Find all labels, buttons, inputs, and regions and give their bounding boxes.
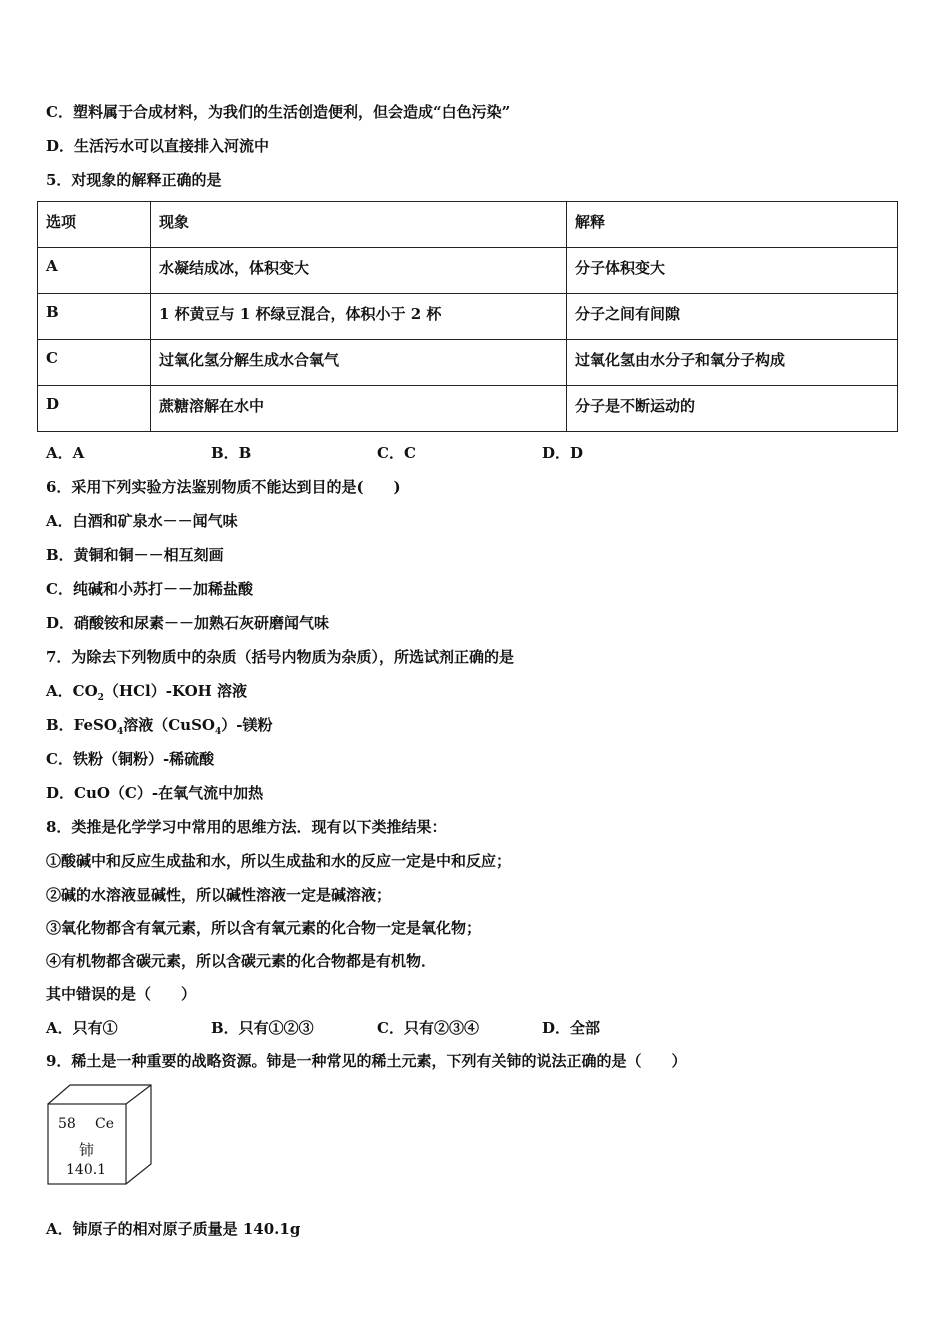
q6-option-d: D．硝酸铵和尿素－－加熟石灰研磨闻气味: [46, 614, 330, 632]
q7-b-subscript-2: 4: [214, 727, 222, 737]
q6-option-c: C．纯碱和小苏打－－加稀盐酸: [46, 580, 253, 598]
q5-table: [37, 201, 898, 432]
q8-statement-2: ②碱的水溶液显碱性，所以碱性溶液一定是碱溶液；: [46, 886, 392, 904]
table-cell: 水凝结成冰，体积变大: [151, 248, 567, 294]
q9-stem: 9．稀土是一种重要的战略资源。铈是一种常见的稀土元素，下列有关铈的说法正确的是（ ）: [46, 1052, 687, 1070]
table-cell: 分子是不断运动的: [567, 386, 898, 432]
q7-stem: 7．为除去下列物质中的杂质（括号内物质为杂质），所选试剂正确的是: [46, 648, 514, 666]
table-header-cell: 解释: [567, 202, 898, 248]
table-cell: 过氧化氢由水分子和氧分子构成: [567, 340, 898, 386]
q8-statement-3: ③氧化物都含有氧元素，所以含有氧元素的化合物一定是氧化物；: [46, 919, 482, 937]
element-cell: [47, 1084, 153, 1186]
q8-option-d: D．全部: [542, 1019, 601, 1037]
q6-stem: 6．采用下列实验方法鉴别物质不能达到目的是( ): [46, 478, 401, 496]
q7-a-subscript: 2: [97, 693, 104, 703]
table-row: [38, 386, 898, 432]
q7-option-a: [46, 681, 247, 701]
table-cell: 分子之间有间隙: [567, 294, 898, 340]
table-header-row: [38, 202, 898, 248]
table-cell: D: [38, 386, 151, 432]
table-row: [38, 248, 898, 294]
table-header-cell: 选项: [38, 202, 151, 248]
table-cell: A: [38, 248, 151, 294]
q7-a-text: A．CO: [46, 682, 98, 700]
q6-option-b: B．黄铜和铜－－相互刻画: [46, 546, 224, 564]
q8-ask: 其中错误的是（ ）: [46, 985, 197, 1003]
q5-option-b: B．B: [211, 444, 252, 462]
q8-statement-1: ①酸碱中和反应生成盐和水，所以生成盐和水的反应一定是中和反应；: [46, 852, 512, 870]
element-symbol: Ce: [95, 1116, 114, 1132]
table-cell: 蔗糖溶解在水中: [151, 386, 567, 432]
q8-statement-4: ④有机物都含碳元素，所以含碳元素的化合物都是有机物．: [46, 952, 437, 970]
q5-stem: 5．对现象的解释正确的是: [46, 171, 222, 189]
q7-option-d: D．CuO（C）-在氧气流中加热: [46, 784, 264, 802]
q7-b-text-post: ）-镁粉: [221, 716, 273, 734]
q7-b-subscript: 4: [116, 727, 124, 737]
table-cell: 1 杯黄豆与 1 杯绿豆混合，体积小于 2 杯: [151, 294, 567, 340]
table-cell: 分子体积变大: [567, 248, 898, 294]
q5-option-c: C．C: [377, 444, 416, 462]
element-atomic-mass: 140.1: [66, 1162, 107, 1178]
q7-b-text: B．FeSO: [46, 716, 117, 734]
q4-option-d: D．生活污水可以直接排入河流中: [46, 137, 270, 155]
q8-stem: 8．类推是化学学习中常用的思维方法．现有以下类推结果：: [46, 818, 447, 836]
element-name: 铈: [79, 1141, 95, 1159]
q7-a-text-post: （HCl）-KOH 溶液: [103, 682, 248, 700]
q6-option-a: A．白酒和矿泉水－－闻气味: [46, 512, 238, 530]
q8-option-a: A．只有①: [46, 1019, 118, 1037]
table-header-cell: 现象: [151, 202, 567, 248]
q8-option-c: C．只有②③④: [377, 1019, 479, 1037]
table-row: [38, 294, 898, 340]
q7-b-text-mid: 溶液（CuSO: [123, 716, 215, 734]
table-cell: C: [38, 340, 151, 386]
table-cell: B: [38, 294, 151, 340]
q5-option-d: D．D: [542, 444, 584, 462]
q7-option-c: C．铁粉（铜粉）-稀硫酸: [46, 750, 215, 768]
table-row: [38, 340, 898, 386]
q9-option-a: A．铈原子的相对原子质量是 140.1g: [46, 1220, 301, 1238]
q5-option-a: A．A: [46, 444, 85, 462]
q7-option-b: [46, 715, 272, 735]
table-cell: 过氧化氢分解生成水合氧气: [151, 340, 567, 386]
element-atomic-number: 58: [58, 1116, 76, 1132]
q4-option-c: C．塑料属于合成材料，为我们的生活创造便利，但会造成“白色污染”: [46, 103, 511, 121]
q8-option-b: B．只有①②③: [211, 1019, 314, 1037]
